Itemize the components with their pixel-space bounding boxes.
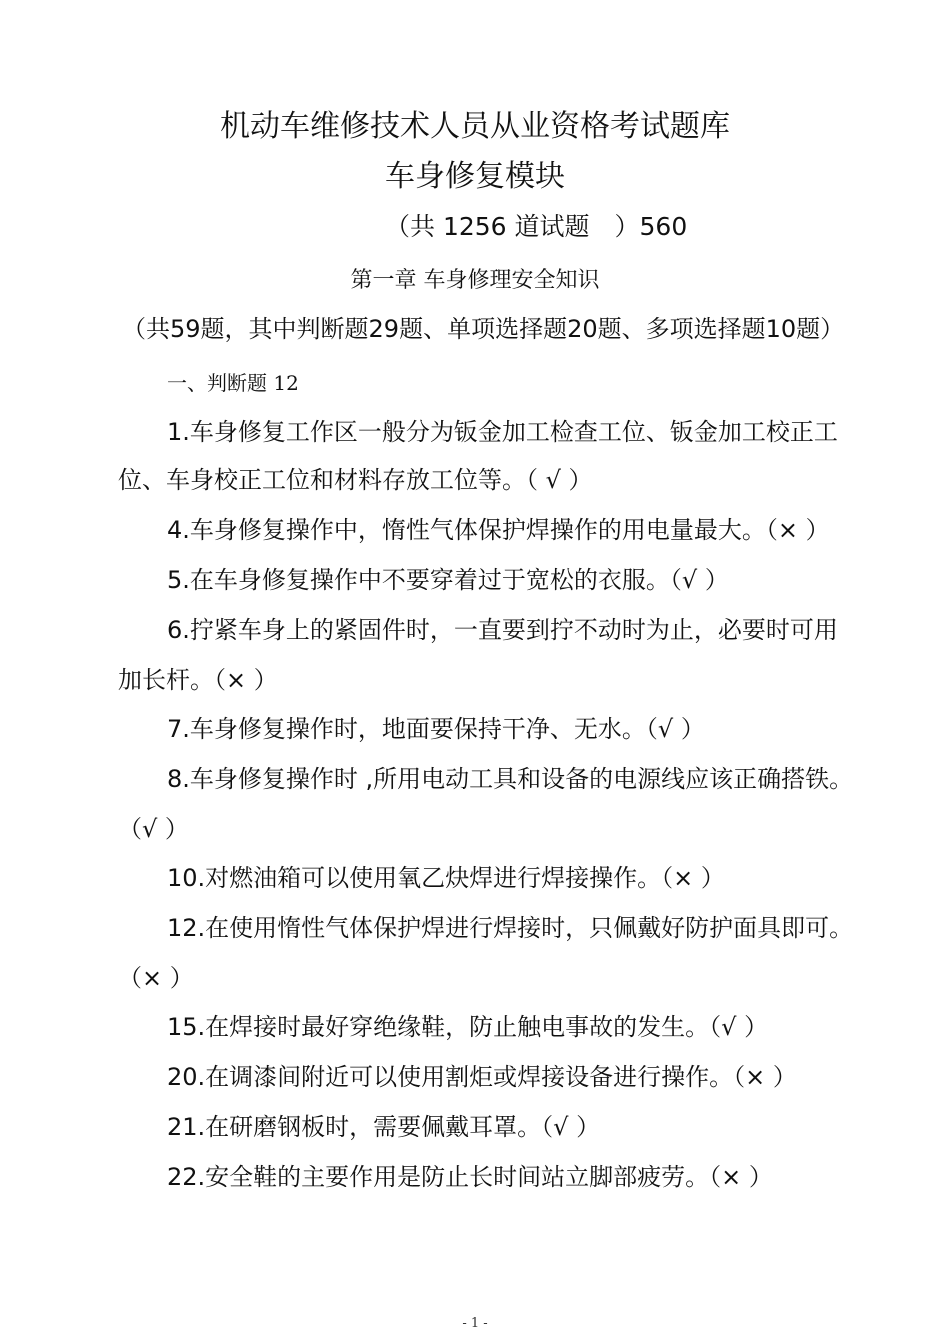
question-22: 22.安全鞋的主要作用是防止长时间站立脚部疲劳。（× ）: [167, 1163, 773, 1191]
question-8-line-2: （√ ）: [118, 815, 189, 843]
chapter-summary: （共59题，其中判断题29题、单项选择题20题、多项选择题10题）: [122, 315, 845, 343]
question-1-line-1: 1.车身修复工作区一般分为钣金加工检查工位、钣金加工校正工: [167, 418, 838, 446]
question-10: 10.对燃油箱可以使用氧乙炔焊进行焊接操作。（× ）: [167, 864, 725, 892]
section-title: 一、判断题 12: [167, 371, 299, 395]
page-number: - 1 -: [462, 1316, 488, 1331]
question-15: 15.在焊接时最好穿绝缘鞋，防止触电事故的发生。（√ ）: [167, 1013, 769, 1041]
question-6-line-1: 6.拧紧车身上的紧固件时，一直要到拧不动时为止，必要时可用: [167, 616, 838, 644]
page-title: 机动车维修技术人员从业资格考试题库: [220, 109, 730, 144]
question-count: （共 1256 道试题 ）560: [385, 212, 688, 241]
question-1-line-2: 位、车身校正工位和材料存放工位等。（ √ ）: [118, 466, 593, 494]
question-5: 5.在车身修复操作中不要穿着过于宽松的衣服。（√ ）: [167, 566, 729, 594]
question-7: 7.车身修复操作时，地面要保持干净、无水。（√ ）: [167, 715, 705, 743]
question-12-line-2: （× ）: [118, 964, 194, 992]
question-12-line-1: 12.在使用惰性气体保护焊进行焊接时，只佩戴好防护面具即可。: [167, 914, 854, 942]
module-title: 车身修复模块: [385, 159, 565, 194]
question-21: 21.在研磨钢板时，需要佩戴耳罩。（√ ）: [167, 1113, 601, 1141]
question-4: 4.车身修复操作中，惰性气体保护焊操作的用电量最大。（× ）: [167, 516, 830, 544]
question-20: 20.在调漆间附近可以使用割炬或焊接设备进行操作。（× ）: [167, 1063, 797, 1091]
chapter-title: 第一章 车身修理安全知识: [350, 268, 600, 293]
question-6-line-2: 加长杆。（× ）: [118, 666, 278, 694]
question-8-line-1: 8.车身修复操作时 ,所用电动工具和设备的电源线应该正确搭铁。: [167, 765, 854, 793]
